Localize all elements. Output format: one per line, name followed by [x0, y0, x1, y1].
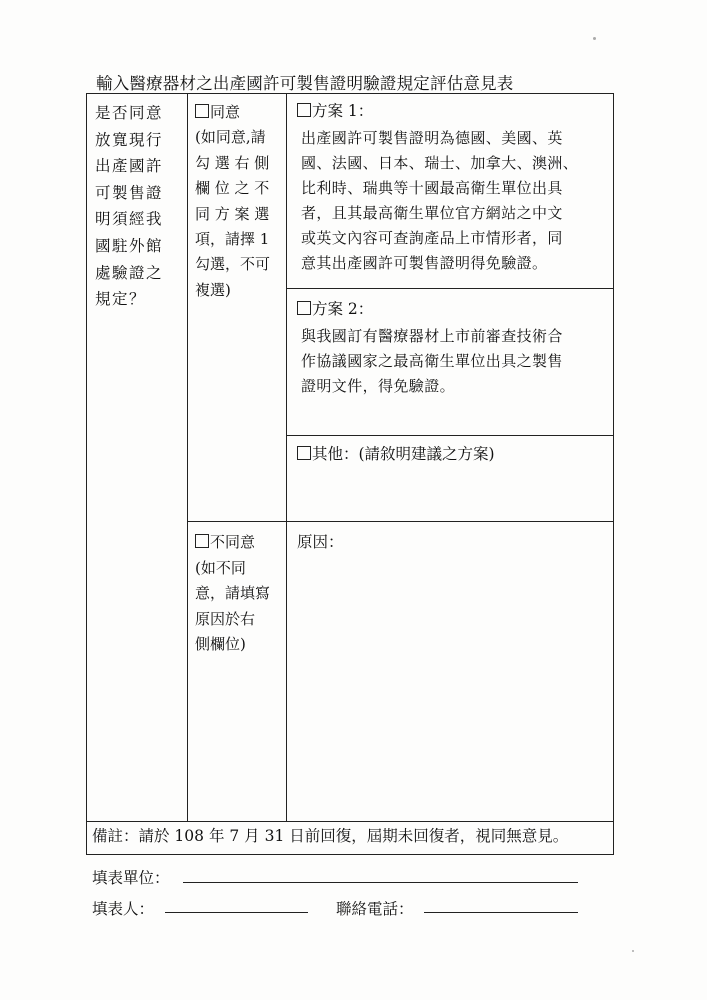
- scan-speck: [593, 37, 596, 40]
- question-line: 可製售證: [95, 183, 164, 202]
- question-line: 處驗證之: [95, 263, 164, 282]
- option1-text-line: 者，且其最高衛生單位官方網站之中文: [301, 204, 563, 222]
- agree-note-line: 項，請擇 1: [195, 230, 270, 249]
- evaluation-table: [86, 93, 614, 855]
- option2-checkbox[interactable]: [297, 301, 311, 315]
- person-label: 填表人：: [92, 900, 155, 918]
- question-cell: [95, 100, 183, 313]
- form-title: 輸入醫療器材之出產國許可製售證明驗證規定評估意見表: [96, 74, 514, 93]
- reason-label: 原因：: [297, 533, 344, 551]
- option1-checkbox[interactable]: [297, 103, 311, 117]
- question-line: 國駐外館: [95, 236, 164, 255]
- option2-cell: [297, 297, 607, 399]
- question-line: 放寬現行: [95, 130, 164, 149]
- row-divider-other: [187, 521, 614, 522]
- reason-cell[interactable]: [297, 530, 607, 810]
- option1-text-line: 意其出產國許可製售證明得免驗證。: [301, 254, 548, 272]
- option2-text-line: 與我國訂有醫療器材上市前審查技術合: [301, 327, 563, 345]
- option1-cell: [297, 99, 607, 276]
- agree-note-line: 欄 位 之 不: [195, 179, 270, 198]
- option1-text-line: 國、法國、日本、瑞士、加拿大、澳洲、: [301, 154, 579, 172]
- remark-note: 備註：請於 108 年 7 月 31 日前回復，屆期未回復者，視同無意見。: [92, 827, 569, 845]
- agree-note-line: (如同意,請: [195, 128, 266, 147]
- agree-label: 同意: [210, 103, 241, 121]
- disagree-checkbox[interactable]: [195, 534, 209, 548]
- phone-input-line[interactable]: [424, 912, 578, 913]
- disagree-note-line: 側欄位): [195, 635, 246, 654]
- agree-checkbox[interactable]: [195, 104, 209, 118]
- row-divider-option2: [286, 435, 614, 436]
- row-divider-note: [87, 821, 614, 822]
- option2-text-line: 作協議國家之最高衛生單位出具之製售: [301, 352, 563, 370]
- disagree-note-line: (如不同: [195, 558, 246, 577]
- disagree-note-line: 原因於右: [195, 609, 256, 628]
- option2-label: 方案 2：: [312, 300, 374, 318]
- option2-text-line: 證明文件，得免驗證。: [301, 377, 456, 395]
- phone-label: 聯絡電話：: [336, 900, 414, 918]
- column-divider-1: [187, 94, 188, 821]
- disagree-note-line: 意，請填寫: [195, 584, 271, 603]
- person-input-line[interactable]: [165, 912, 308, 913]
- option1-text-line: 比利時、瑞典等十國最高衛生單位出具: [301, 179, 563, 197]
- disagree-cell: [195, 530, 287, 658]
- question-line: 出產國許: [95, 157, 164, 176]
- agree-cell: [195, 100, 287, 303]
- unit-input-line[interactable]: [183, 882, 578, 883]
- option1-text-line: 或英文內容可查詢產品上市情形者，同: [301, 229, 563, 247]
- other-cell: [297, 442, 607, 467]
- unit-label: 填表單位：: [92, 869, 170, 887]
- question-line: 是否同意: [95, 104, 164, 122]
- other-checkbox[interactable]: [297, 446, 311, 460]
- agree-note-line: 同 方 案 選: [195, 204, 270, 223]
- question-line: 規定？: [95, 290, 147, 309]
- question-line: 明須經我: [95, 210, 164, 229]
- agree-note-line: 複選): [195, 280, 231, 299]
- scan-speck: [632, 950, 634, 952]
- option1-label: 方案 1：: [312, 102, 374, 120]
- option1-text-line: 出產國許可製售證明為德國、美國、英: [301, 129, 563, 147]
- disagree-label: 不同意: [210, 533, 256, 551]
- row-divider-option1: [286, 288, 614, 289]
- agree-note-line: 勾 選 右 側: [195, 153, 270, 172]
- agree-note-line: 勾選，不可: [195, 255, 271, 274]
- other-label: 其他：(請敘明建議之方案): [312, 445, 495, 463]
